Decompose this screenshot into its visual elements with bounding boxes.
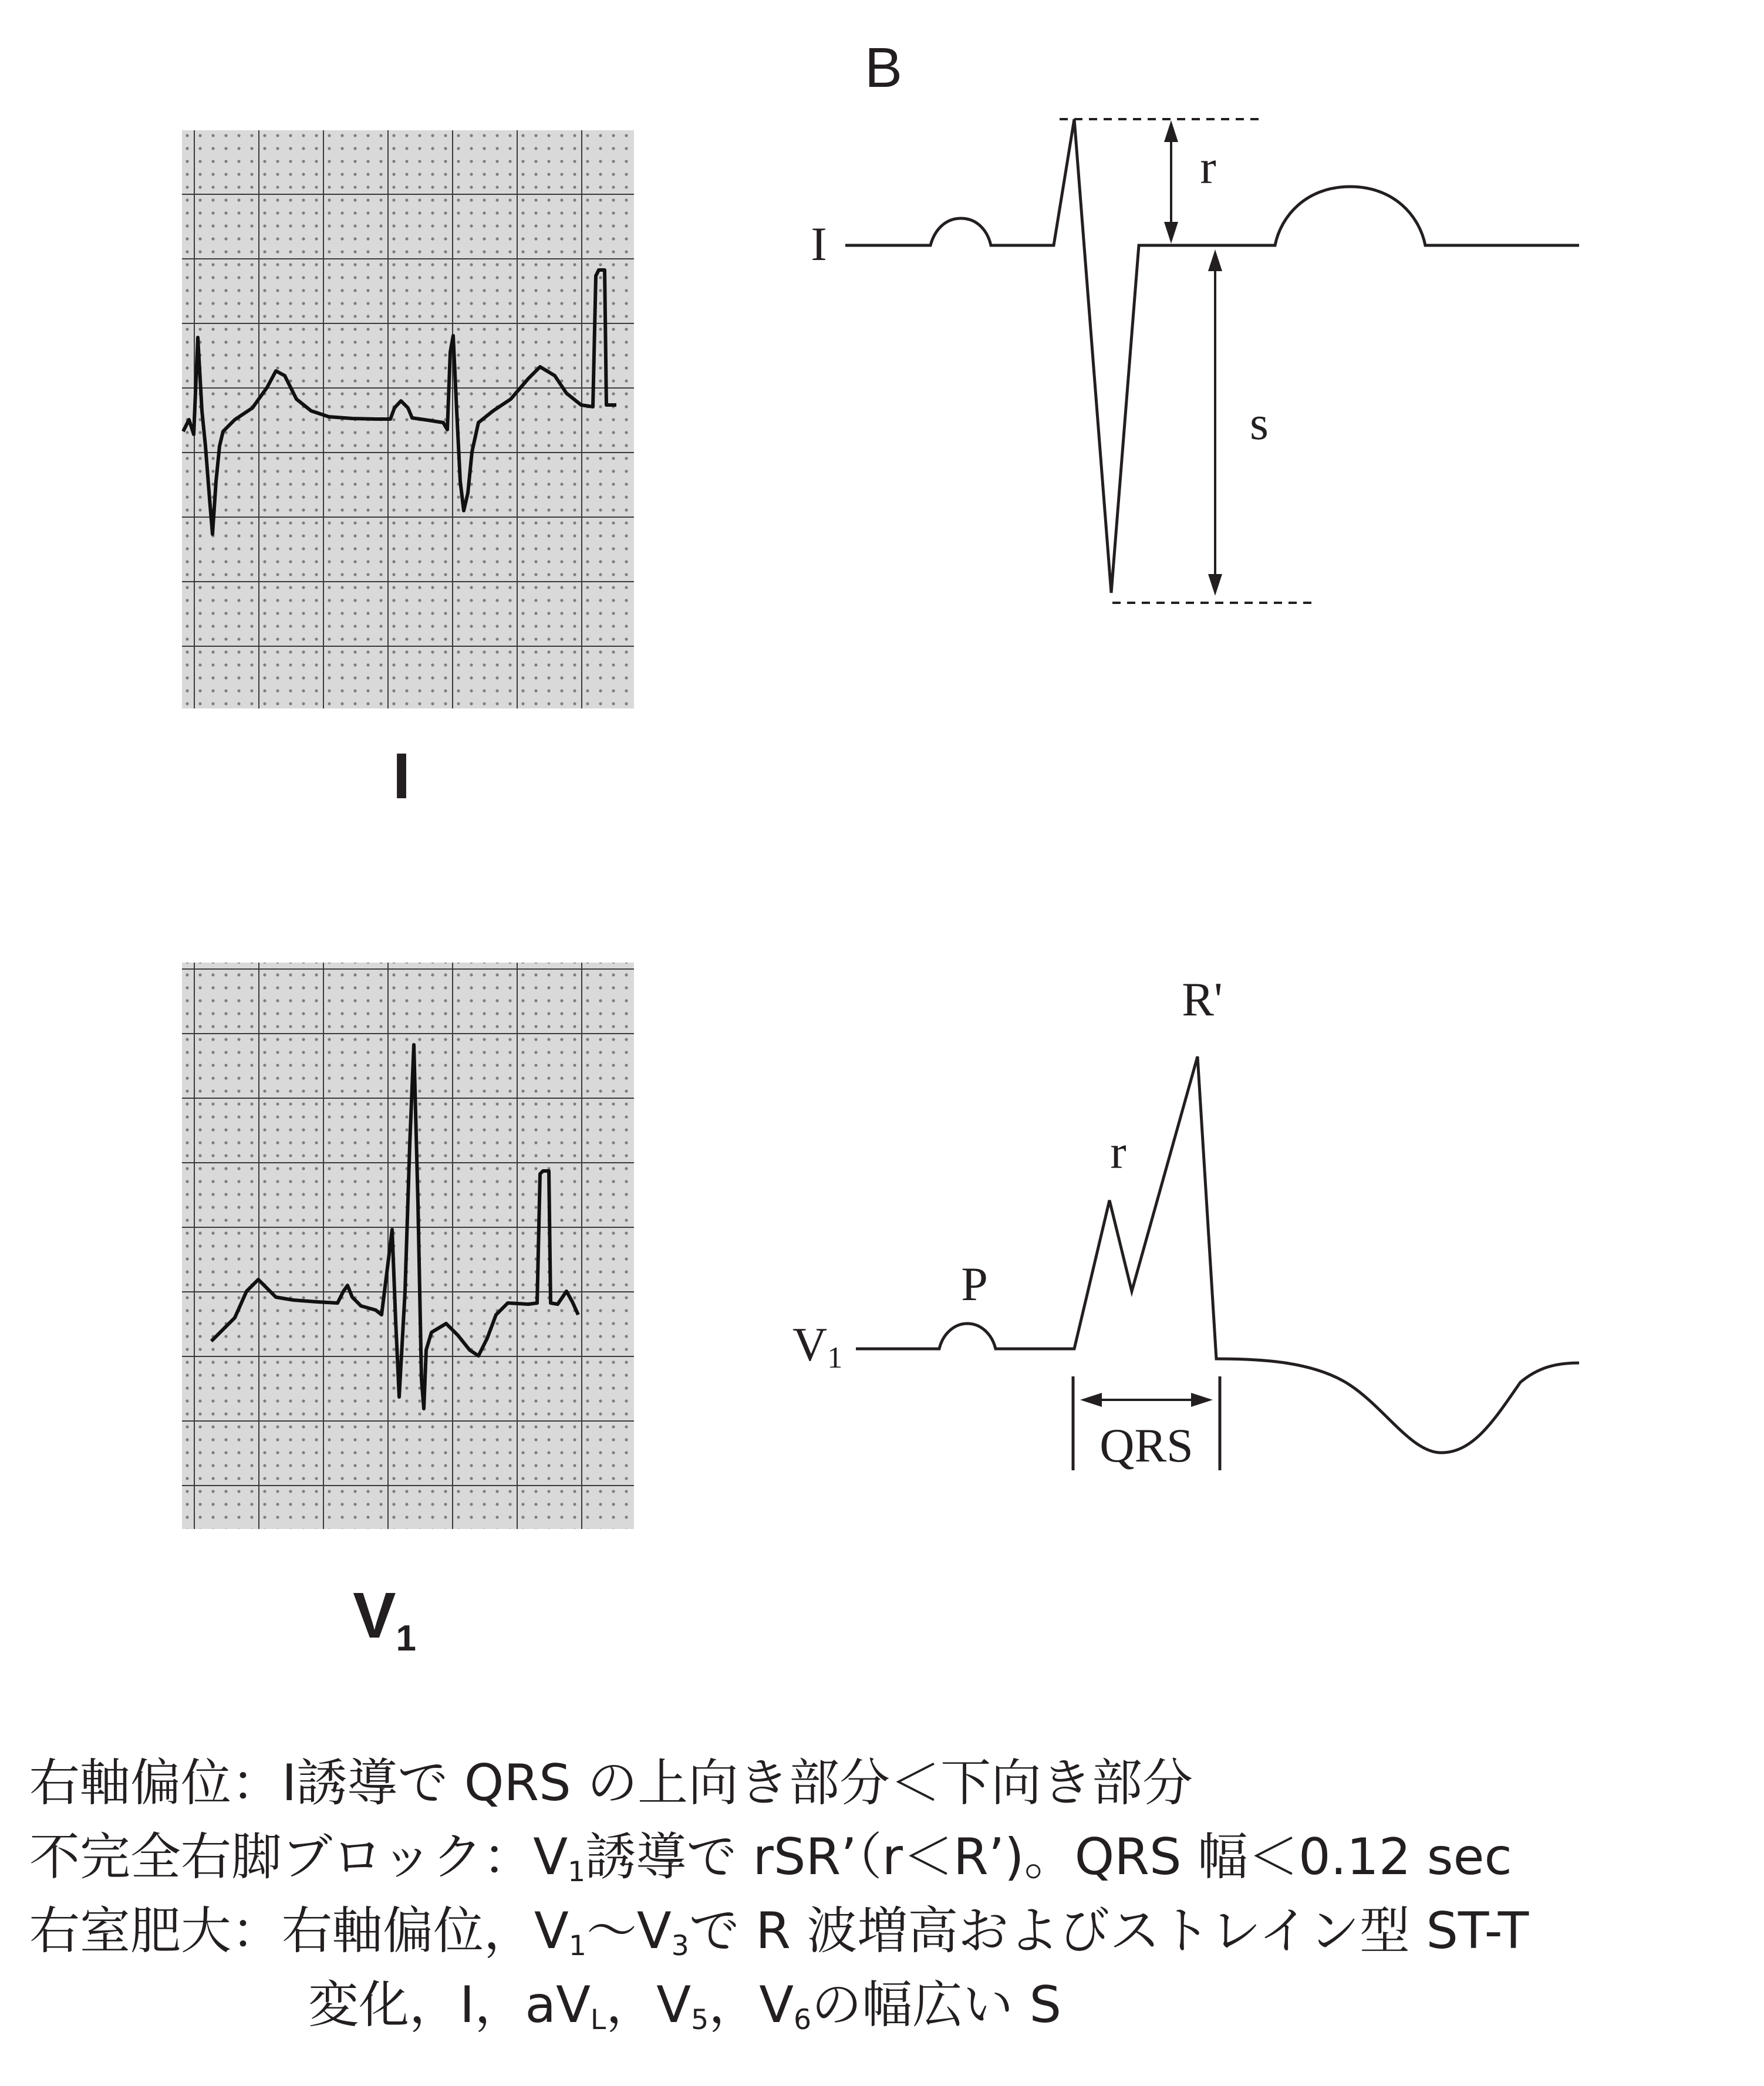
caption-line4-c-sub: 6: [794, 2003, 812, 2036]
schematic-lead-V1-r-label: r: [1110, 1125, 1126, 1179]
s-amplitude-arrow: [1208, 249, 1222, 596]
schematic-lead-V1-R-prime-label: R': [1182, 973, 1223, 1026]
caption-line-right-axis-deviation: [29, 1746, 1755, 1820]
caption-line4-a-sub: L: [590, 2003, 606, 2036]
caption-line-incomplete-rbbb: [29, 1820, 1755, 1894]
caption-line4-b-sub: 5: [691, 2003, 709, 2036]
schematic-lead-I-r-label: r: [1200, 140, 1216, 194]
strip-label-lead-V1: $V_1$: [353, 1579, 416, 1659]
schematic-lead-V1-P-label: P: [961, 1257, 988, 1311]
caption-line3-a-sub: 1: [568, 1929, 586, 1962]
caption-line3-a: 右室肥大：右軸偏位，V: [29, 1902, 569, 1960]
caption: [29, 1746, 1755, 2042]
schematic-lead-V1-waveform: [856, 1056, 1579, 1453]
schematic-lead-I: [811, 119, 1579, 603]
caption-line2-a-sub: 1: [568, 1855, 586, 1888]
caption-line3-b-sub: 3: [671, 1929, 689, 1962]
r-amplitude-arrow: [1164, 120, 1178, 244]
caption-line1-text: 右軸偏位：Ⅰ誘導で QRS の上向き部分＜下向き部分: [29, 1754, 1193, 1812]
caption-line4-d: の幅広い S: [811, 1976, 1062, 2034]
caption-line-rvh-continued: [29, 1968, 1755, 2042]
schematic-lead-I-label: I: [811, 217, 827, 271]
ecg-strip-lead-V1: [182, 963, 634, 1529]
ecg-grid-big-lead-I: [182, 130, 634, 708]
strip-label-lead-I: I: [392, 740, 411, 812]
ecg-strip-lead-I: [182, 130, 634, 708]
caption-line-rvh: [29, 1894, 1755, 1968]
caption-line4-a: 変化，Ⅰ，aV: [308, 1976, 591, 2034]
panel-label: B: [864, 36, 903, 99]
schematic-lead-V1-label: V1: [792, 1318, 843, 1375]
caption-line3-c: で R 波増高およびストレイン型 ST-T: [689, 1902, 1529, 1960]
caption-line3-b: ～V: [586, 1902, 672, 1960]
schematic-lead-V1: [792, 973, 1579, 1472]
caption-line2-b: 誘導で rSR’（r＜R’)。QRS 幅＜0.12 sec: [585, 1828, 1512, 1886]
schematic-lead-V1-QRS-label: QRS: [1099, 1419, 1193, 1472]
caption-line4-b: ，V: [606, 1976, 692, 2034]
caption-line4-c: ，V: [709, 1976, 794, 2034]
caption-line2-a: 不完全右脚ブロック：V: [29, 1828, 568, 1886]
schematic-lead-I-s-label: s: [1250, 396, 1269, 450]
